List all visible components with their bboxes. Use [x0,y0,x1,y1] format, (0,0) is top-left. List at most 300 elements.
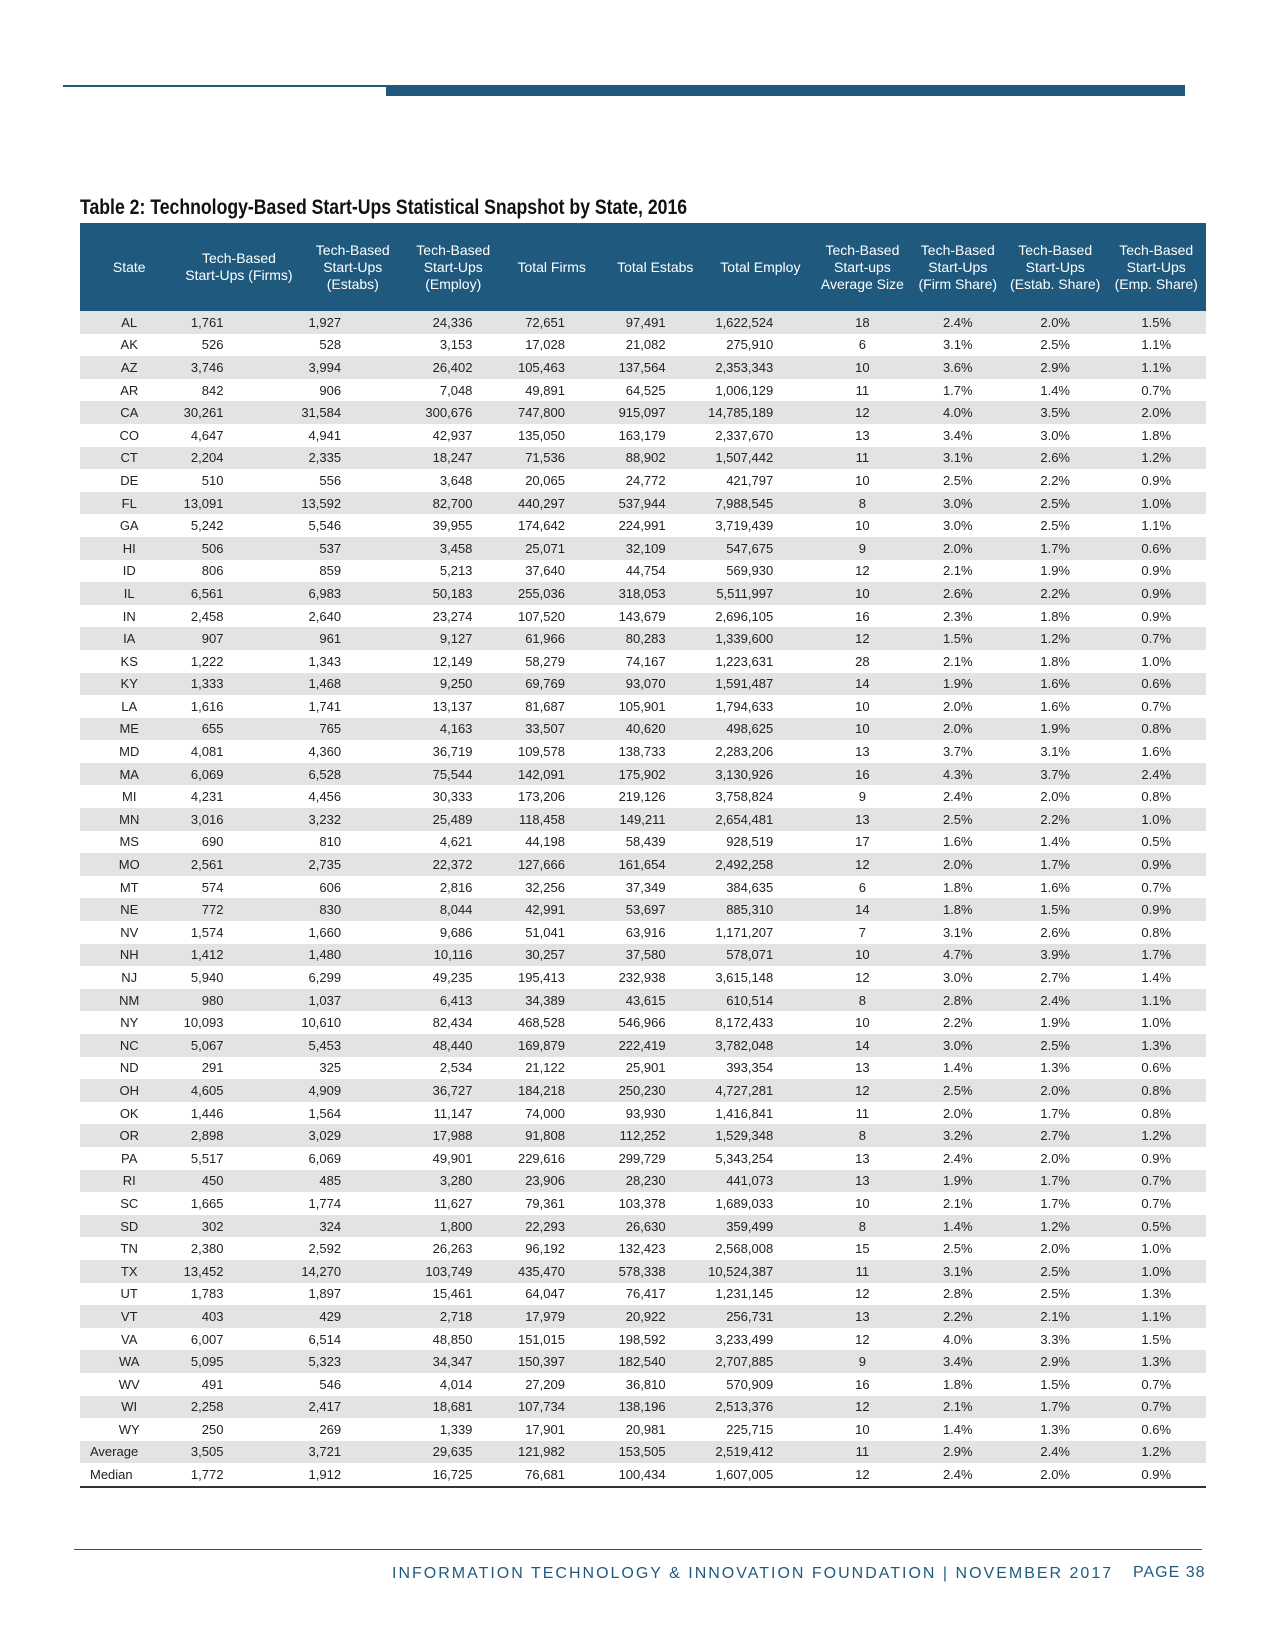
value-cell: 2.5% [1004,514,1107,537]
value-cell: 2.2% [912,1011,1004,1034]
value-cell: 142,091 [500,763,603,786]
value-cell: 1.9% [1004,560,1107,583]
value-cell: 0.9% [1106,1463,1206,1487]
value-cell: 1,480 [299,944,406,967]
value-cell: 18,247 [406,447,500,470]
value-cell: 64,525 [603,379,708,402]
value-cell: 6 [813,334,911,357]
value-cell: 1.4% [1004,831,1107,854]
value-cell: 13 [813,1170,911,1193]
value-cell: 2.0% [1004,785,1107,808]
value-cell: 1.0% [1106,650,1206,673]
value-cell: 17,028 [500,334,603,357]
value-cell: 9,250 [406,673,500,696]
value-cell: 2.5% [912,1079,1004,1102]
value-cell: 2.5% [912,469,1004,492]
value-cell: 100,434 [603,1463,708,1487]
value-cell: 906 [299,379,406,402]
value-cell: 137,564 [603,356,708,379]
value-cell: 32,256 [500,876,603,899]
value-cell: 2.3% [912,605,1004,628]
value-cell: 26,263 [406,1237,500,1260]
value-cell: 2,513,376 [708,1396,814,1419]
state-cell: MN [80,808,178,831]
state-cell: LA [80,695,178,718]
value-cell: 5,453 [299,1034,406,1057]
value-cell: 8,044 [406,898,500,921]
value-cell: 10 [813,944,911,967]
value-cell: 3,746 [178,356,299,379]
value-cell: 403 [178,1305,299,1328]
value-cell: 15 [813,1237,911,1260]
value-cell: 1.2% [1004,1215,1107,1238]
value-cell: 4.7% [912,944,1004,967]
value-cell: 2.8% [912,989,1004,1012]
value-cell: 17 [813,831,911,854]
value-cell: 1.7% [1004,1396,1107,1419]
value-cell: 175,902 [603,763,708,786]
value-cell: 1.3% [1106,1034,1206,1057]
value-cell: 1.1% [1106,989,1206,1012]
value-cell: 33,507 [500,718,603,741]
state-cell: HI [80,537,178,560]
value-cell: 765 [299,718,406,741]
table-row [80,356,1206,379]
value-cell: 655 [178,718,299,741]
value-cell: 29,635 [406,1441,500,1464]
value-cell: 3,029 [299,1124,406,1147]
value-cell: 2,353,343 [708,356,814,379]
state-cell: FL [80,492,178,515]
table-row [80,673,1206,696]
table-row [80,492,1206,515]
table-row [80,853,1206,876]
value-cell: 10 [813,1192,911,1215]
value-cell: 1.8% [912,898,1004,921]
value-cell: 0.8% [1106,1102,1206,1125]
value-cell: 1,800 [406,1215,500,1238]
value-cell: 2.5% [912,808,1004,831]
state-cell: OR [80,1124,178,1147]
value-cell: 23,274 [406,605,500,628]
value-cell: 14 [813,673,911,696]
value-cell: 2,417 [299,1396,406,1419]
value-cell: 498,625 [708,718,814,741]
table-row [80,1373,1206,1396]
table-row [80,605,1206,628]
value-cell: 2,898 [178,1124,299,1147]
value-cell: 5,095 [178,1350,299,1373]
value-cell: 0.7% [1106,1192,1206,1215]
value-cell: 2.0% [912,718,1004,741]
value-cell: 1,416,841 [708,1102,814,1125]
value-cell: 3.1% [912,447,1004,470]
value-cell: 105,901 [603,695,708,718]
value-cell: 25,071 [500,537,603,560]
value-cell: 0.9% [1106,1147,1206,1170]
column-header: Total Firms [500,223,603,311]
value-cell: 1.1% [1106,334,1206,357]
table-row [80,1237,1206,1260]
value-cell: 4,360 [299,740,406,763]
value-cell: 3,280 [406,1170,500,1193]
value-cell: 0.5% [1106,831,1206,854]
value-cell: 132,423 [603,1237,708,1260]
value-cell: 2.5% [912,1237,1004,1260]
value-cell: 1.0% [1106,1011,1206,1034]
value-cell: 1.9% [1004,718,1107,741]
value-cell: 11 [813,1441,911,1464]
value-cell: 1,006,129 [708,379,814,402]
value-cell: 12 [813,560,911,583]
value-cell: 1.3% [1106,1283,1206,1306]
state-cell: WY [80,1418,178,1441]
value-cell: 2.0% [912,537,1004,560]
value-cell: 37,640 [500,560,603,583]
value-cell: 14,270 [299,1260,406,1283]
state-cell: MD [80,740,178,763]
table-row [80,447,1206,470]
value-cell: 1.5% [1004,898,1107,921]
state-cell: MS [80,831,178,854]
value-cell: 250,230 [603,1079,708,1102]
value-cell: 2.1% [912,1396,1004,1419]
value-cell: 1,564 [299,1102,406,1125]
value-cell: 6,561 [178,582,299,605]
value-cell: 6,069 [299,1147,406,1170]
value-cell: 224,991 [603,514,708,537]
value-cell: 24,772 [603,469,708,492]
value-cell: 506 [178,537,299,560]
state-cell: OK [80,1102,178,1125]
value-cell: 1.0% [1106,1260,1206,1283]
value-cell: 1,171,207 [708,921,814,944]
state-cell: TN [80,1237,178,1260]
table-row [80,989,1206,1012]
value-cell: 1.7% [1004,537,1107,560]
value-cell: 17,979 [500,1305,603,1328]
value-cell: 105,463 [500,356,603,379]
value-cell: 9,127 [406,627,500,650]
value-cell: 28 [813,650,911,673]
table-row [80,1463,1206,1487]
value-cell: 0.9% [1106,469,1206,492]
value-cell: 12 [813,853,911,876]
value-cell: 1.2% [1106,1441,1206,1464]
value-cell: 3,505 [178,1441,299,1464]
value-cell: 76,417 [603,1283,708,1306]
value-cell: 0.7% [1106,1373,1206,1396]
column-header: Tech-Based Start-Ups (Firm Share) [912,223,1004,311]
value-cell: 2.6% [1004,921,1107,944]
value-cell: 49,235 [406,966,500,989]
value-cell: 3,153 [406,334,500,357]
value-cell: 1.8% [912,876,1004,899]
state-cell: NH [80,944,178,967]
value-cell: 4,909 [299,1079,406,1102]
value-cell: 0.7% [1106,876,1206,899]
value-cell: 4,081 [178,740,299,763]
value-cell: 23,906 [500,1170,603,1193]
value-cell: 2.0% [1004,311,1107,334]
value-cell: 3,615,148 [708,966,814,989]
value-cell: 6,413 [406,989,500,1012]
value-cell: 2.5% [1004,1034,1107,1057]
value-cell: 747,800 [500,401,603,424]
value-cell: 103,749 [406,1260,500,1283]
value-cell: 421,797 [708,469,814,492]
table-row [80,966,1206,989]
value-cell: 2,204 [178,447,299,470]
value-cell: 1,622,524 [708,311,814,334]
table-row [80,311,1206,334]
value-cell: 10,524,387 [708,1260,814,1283]
value-cell: 1,794,633 [708,695,814,718]
value-cell: 578,338 [603,1260,708,1283]
value-cell: 88,902 [603,447,708,470]
value-cell: 1.5% [1106,1328,1206,1351]
value-cell: 1.7% [1004,853,1107,876]
value-cell: 526 [178,334,299,357]
value-cell: 1,574 [178,921,299,944]
value-cell: 3,648 [406,469,500,492]
state-cell: CO [80,424,178,447]
value-cell: 2,654,481 [708,808,814,831]
value-cell: 1,665 [178,1192,299,1215]
value-cell: 1.3% [1106,1350,1206,1373]
value-cell: 1.8% [1106,424,1206,447]
value-cell: 6,528 [299,763,406,786]
value-cell: 10,116 [406,944,500,967]
value-cell: 302 [178,1215,299,1238]
state-cell: Average [80,1441,178,1464]
value-cell: 174,642 [500,514,603,537]
value-cell: 3.1% [912,334,1004,357]
value-cell: 2,519,412 [708,1441,814,1464]
value-cell: 13 [813,808,911,831]
footer-rule [74,1549,1202,1550]
value-cell: 842 [178,379,299,402]
value-cell: 3.0% [1004,424,1107,447]
value-cell: 2.1% [912,650,1004,673]
value-cell: 0.5% [1106,1215,1206,1238]
value-cell: 1,339 [406,1418,500,1441]
table-row [80,740,1206,763]
value-cell: 8 [813,1124,911,1147]
state-cell: NY [80,1011,178,1034]
state-cell: NC [80,1034,178,1057]
state-cell: KY [80,673,178,696]
value-cell: 3.4% [912,1350,1004,1373]
value-cell: 30,261 [178,401,299,424]
value-cell: 5,323 [299,1350,406,1373]
table-row [80,1215,1206,1238]
table-row [80,627,1206,650]
value-cell: 14,785,189 [708,401,814,424]
value-cell: 30,257 [500,944,603,967]
value-cell: 25,901 [603,1057,708,1080]
state-cell: PA [80,1147,178,1170]
value-cell: 13 [813,1147,911,1170]
value-cell: 1.3% [1004,1418,1107,1441]
value-cell: 9,686 [406,921,500,944]
value-cell: 72,651 [500,311,603,334]
value-cell: 51,041 [500,921,603,944]
value-cell: 169,879 [500,1034,603,1057]
value-cell: 1.0% [1106,492,1206,515]
value-cell: 12 [813,1463,911,1487]
value-cell: 1.8% [1004,605,1107,628]
value-cell: 0.8% [1106,921,1206,944]
value-cell: 3,994 [299,356,406,379]
value-cell: 3,232 [299,808,406,831]
value-cell: 9 [813,785,911,808]
table-row [80,1283,1206,1306]
footer-text: INFORMATION TECHNOLOGY & INNOVATION FOUNDATION | NOVEMBER 2017 [392,1565,1114,1582]
value-cell: 2.0% [1106,401,1206,424]
value-cell: 229,616 [500,1147,603,1170]
value-cell: 121,982 [500,1441,603,1464]
column-header: Tech-Based Start-Ups (Firms) [178,223,299,311]
column-header: Tech-Based Start-Ups (Employ) [406,223,500,311]
value-cell: 429 [299,1305,406,1328]
value-cell: 2.4% [912,785,1004,808]
value-cell: 25,489 [406,808,500,831]
value-cell: 1,222 [178,650,299,673]
value-cell: 3,016 [178,808,299,831]
value-cell: 485 [299,1170,406,1193]
value-cell: 151,015 [500,1328,603,1351]
state-cell: SD [80,1215,178,1238]
value-cell: 18 [813,311,911,334]
value-cell: 10,610 [299,1011,406,1034]
value-cell: 3.7% [912,740,1004,763]
table-row [80,944,1206,967]
value-cell: 2.4% [912,311,1004,334]
value-cell: 11 [813,1102,911,1125]
state-cell: AR [80,379,178,402]
table-row [80,785,1206,808]
value-cell: 149,211 [603,808,708,831]
table-row [80,560,1206,583]
value-cell: 28,230 [603,1170,708,1193]
state-cell: OH [80,1079,178,1102]
value-cell: 48,850 [406,1328,500,1351]
state-cell: WI [80,1396,178,1419]
table-row [80,1011,1206,1034]
value-cell: 1,607,005 [708,1463,814,1487]
value-cell: 885,310 [708,898,814,921]
table-row [80,1305,1206,1328]
value-cell: 26,402 [406,356,500,379]
column-header: Tech-Based Start-Ups (Emp. Share) [1106,223,1206,311]
value-cell: 318,053 [603,582,708,605]
value-cell: 13 [813,1305,911,1328]
value-cell: 64,047 [500,1283,603,1306]
value-cell: 135,050 [500,424,603,447]
value-cell: 63,916 [603,921,708,944]
state-cell: MA [80,763,178,786]
value-cell: 20,981 [603,1418,708,1441]
header-rule-thin [63,85,388,87]
value-cell: 37,580 [603,944,708,967]
value-cell: 1.1% [1106,1305,1206,1328]
value-cell: 2.4% [1106,763,1206,786]
value-cell: 163,179 [603,424,708,447]
value-cell: 225,715 [708,1418,814,1441]
state-cell: AZ [80,356,178,379]
value-cell: 53,697 [603,898,708,921]
state-cell: UT [80,1283,178,1306]
value-cell: 6,069 [178,763,299,786]
table-row [80,808,1206,831]
value-cell: 0.6% [1106,1057,1206,1080]
value-cell: 980 [178,989,299,1012]
value-cell: 2,816 [406,876,500,899]
value-cell: 2,258 [178,1396,299,1419]
value-cell: 1.4% [1106,966,1206,989]
value-cell: 58,279 [500,650,603,673]
value-cell: 1,897 [299,1283,406,1306]
value-cell: 256,731 [708,1305,814,1328]
value-cell: 528 [299,334,406,357]
value-cell: 11,147 [406,1102,500,1125]
value-cell: 7,988,545 [708,492,814,515]
state-cell: IL [80,582,178,605]
value-cell: 13,137 [406,695,500,718]
value-cell: 1,761 [178,311,299,334]
table-row [80,1147,1206,1170]
value-cell: 907 [178,627,299,650]
value-cell: 915,097 [603,401,708,424]
value-cell: 96,192 [500,1237,603,1260]
value-cell: 39,955 [406,514,500,537]
value-cell: 0.7% [1106,695,1206,718]
value-cell: 3,458 [406,537,500,560]
value-cell: 6,514 [299,1328,406,1351]
value-cell: 1,741 [299,695,406,718]
state-cell: NE [80,898,178,921]
table-row [80,718,1206,741]
value-cell: 143,679 [603,605,708,628]
value-cell: 1.7% [1004,1170,1107,1193]
value-cell: 772 [178,898,299,921]
value-cell: 0.6% [1106,673,1206,696]
value-cell: 40,620 [603,718,708,741]
table-row [80,379,1206,402]
state-cell: DE [80,469,178,492]
value-cell: 810 [299,831,406,854]
value-cell: 195,413 [500,966,603,989]
value-cell: 2,592 [299,1237,406,1260]
value-cell: 2.7% [1004,1124,1107,1147]
value-cell: 325 [299,1057,406,1080]
value-cell: 690 [178,831,299,854]
state-cell: MI [80,785,178,808]
state-cell: VA [80,1328,178,1351]
value-cell: 34,347 [406,1350,500,1373]
value-cell: 1.5% [912,627,1004,650]
value-cell: 8 [813,492,911,515]
state-cell: NJ [80,966,178,989]
value-cell: 1,333 [178,673,299,696]
value-cell: 13,592 [299,492,406,515]
table-row [80,898,1206,921]
value-cell: 153,505 [603,1441,708,1464]
table-row [80,1079,1206,1102]
value-cell: 4,647 [178,424,299,447]
value-cell: 8,172,433 [708,1011,814,1034]
